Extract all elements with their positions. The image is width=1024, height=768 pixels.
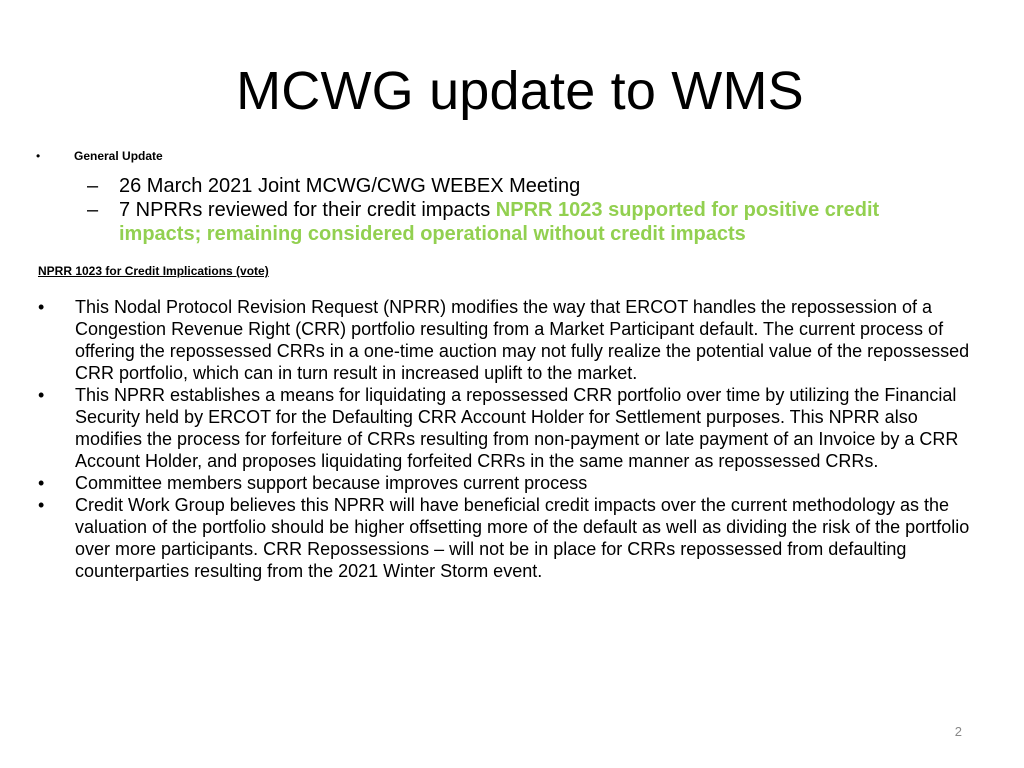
bullet-icon: • bbox=[38, 385, 45, 405]
bullet-icon: • bbox=[38, 473, 45, 493]
list-item-text: This Nodal Protocol Revision Request (NPRR) modifies the way that ERCOT handles the repossession of a Congestion Revenue Right (CRR) portfolio resulting from a Market Participant default. The current process of offering the repossessed CRRs in a one-time auction may not fully realize the potential value of the repossessed CRR portfolio, which can in turn result in increased uplift to the market. bbox=[75, 297, 970, 383]
list-item-text: Committee members support because improves current process bbox=[75, 473, 588, 493]
dash-icon: – bbox=[87, 175, 99, 197]
list-item bbox=[38, 494, 983, 582]
bullet-icon: • bbox=[38, 495, 45, 515]
page-number: 2 bbox=[954, 724, 962, 739]
bullet-icon: • bbox=[36, 149, 41, 163]
list-item bbox=[38, 384, 983, 472]
highlight-text: NPRR 1023 supported for positive credit impacts; remaining considered operational without credit impacts bbox=[119, 199, 880, 245]
general-update-list bbox=[87, 174, 967, 246]
list-item bbox=[38, 472, 983, 494]
list-item bbox=[38, 296, 983, 384]
list-item-text: 7 NPRRs reviewed for their credit impacts bbox=[119, 199, 496, 221]
list-item-text: Credit Work Group believes this NPRR will have beneficial credit impacts over the current methodology as the valuation of the portfolio should be higher offsetting more of the default as well as dividing the risk of the portfolio over more participants. CRR Repossessions – will not be in place for CRRs repossessed from defaulting counterparties resulting from the 2021 Winter Storm event. bbox=[75, 495, 970, 581]
dash-icon: – bbox=[87, 199, 99, 221]
list-item bbox=[87, 198, 967, 246]
slide-title: MCWG update to WMS bbox=[236, 61, 804, 121]
list-item bbox=[87, 174, 967, 198]
bullet-icon: • bbox=[38, 297, 45, 317]
list-item-text: This NPRR establishes a means for liquidating a repossessed CRR portfolio over time by utilizing the Financial Security held by ERCOT for the Defaulting CRR Account Holder for Settlement purposes. This NPRR also modifies the process for forfeiture of CRRs resulting from non-payment or late payment of an Invoice by a CRR Account Holder, and proposes liquidating forfeited CRRs in the same manner as repossessed CRRs. bbox=[75, 385, 959, 471]
general-update-heading bbox=[36, 148, 163, 164]
general-update-label: General Update bbox=[74, 149, 163, 163]
section-heading: NPRR 1023 for Credit Implications (vote) bbox=[38, 264, 269, 278]
nprr-bullet-list bbox=[38, 296, 983, 582]
list-item-text: 26 March 2021 Joint MCWG/CWG WEBEX Meeting bbox=[119, 175, 581, 197]
